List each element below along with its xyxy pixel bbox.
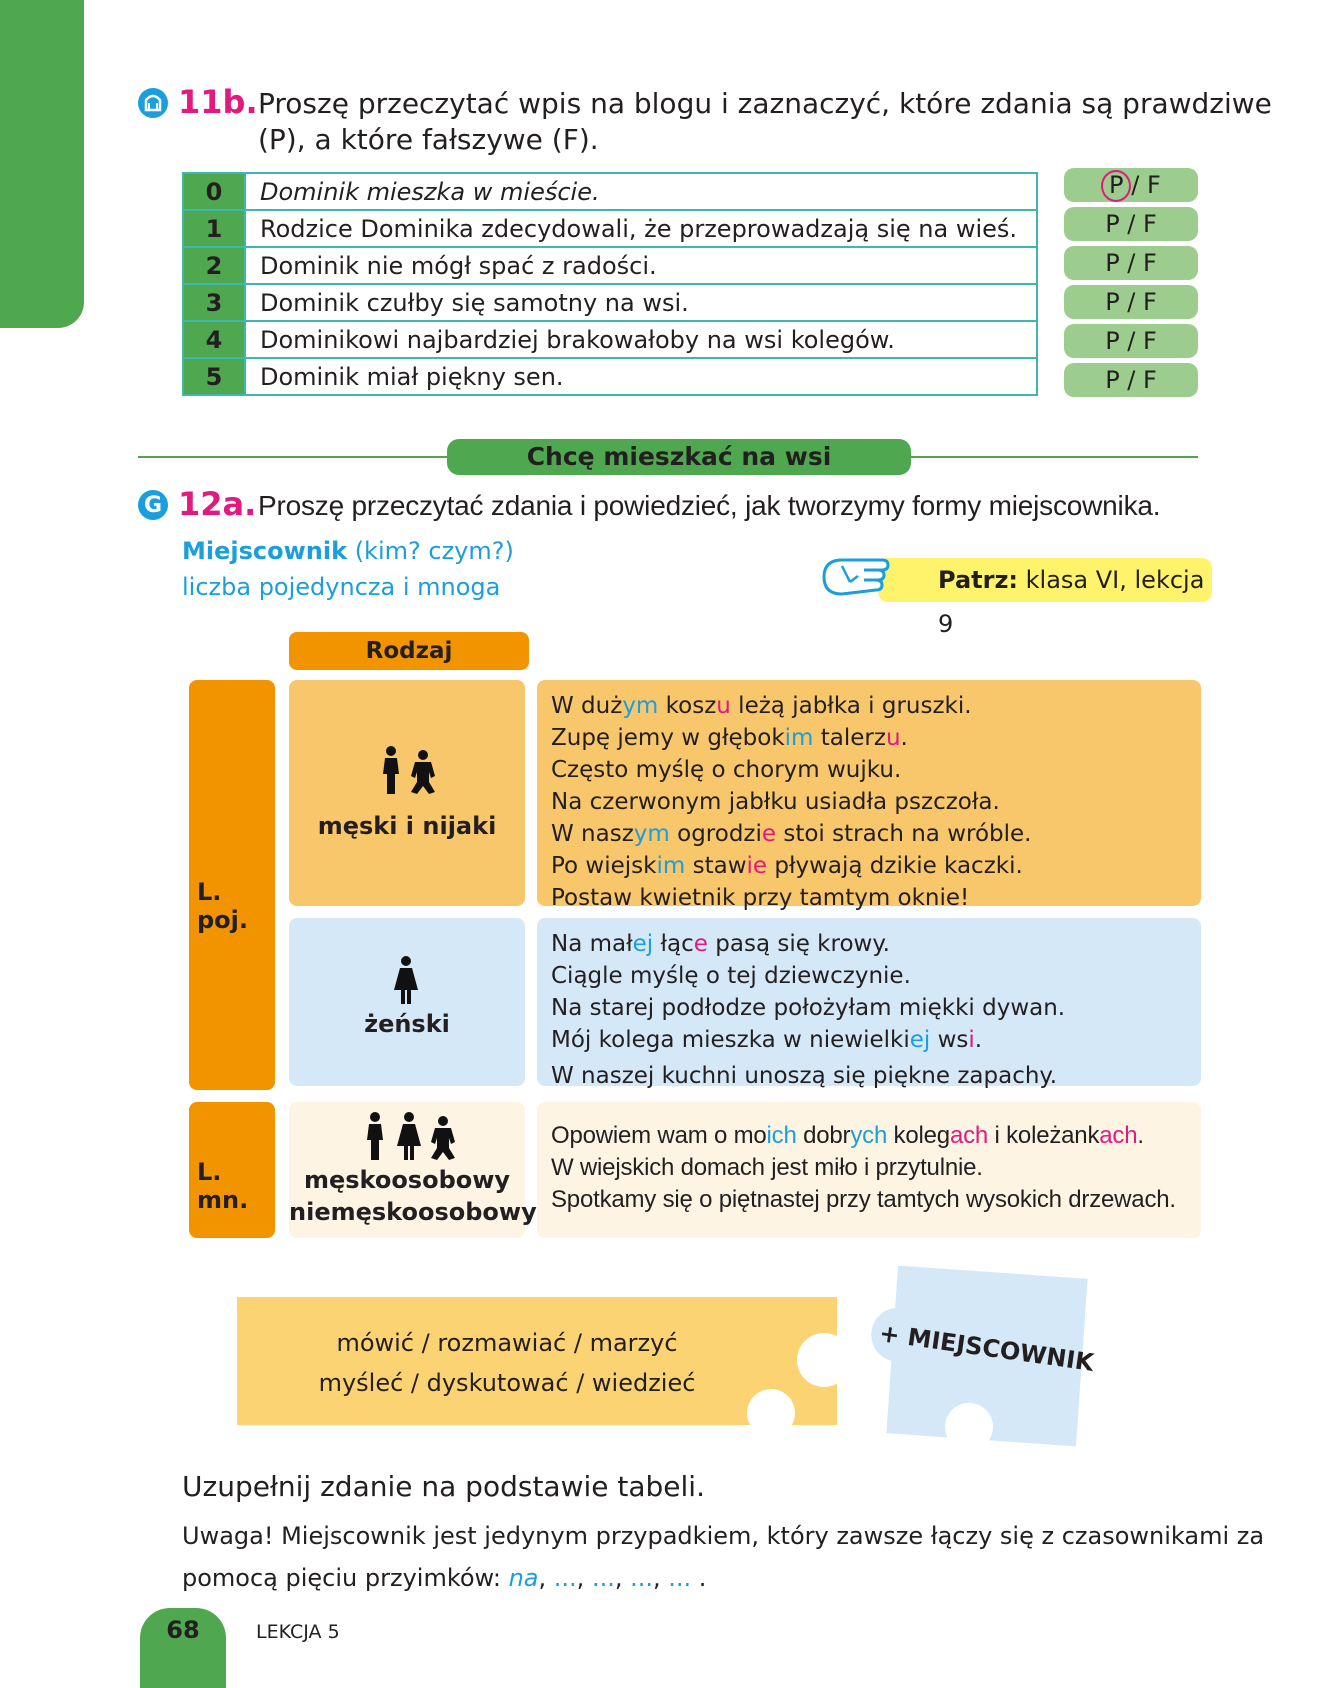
page-number: 68 [140,1608,226,1688]
table-row [183,358,1037,395]
row-number: 0 [183,173,245,210]
exercise-number: 12a. [178,485,257,523]
row-sentence: Dominik nie mógł spać z radości. [245,247,1037,284]
example-sentence: W wiejskich domach jest miło i przytulnie. [551,1154,983,1181]
answer-choice-4[interactable]: P / F [1064,324,1198,358]
example-sentence: Często myślę o chorym wujku. [551,757,902,783]
row-sentence: Dominik czułby się samotny na wsi. [245,284,1037,321]
number-subtitle: liczba pojedyncza i mnoga [182,573,501,601]
given-preposition: na [508,1564,539,1592]
example-sentence: Spotkamy się o piętnastej przy tamtych wysokich drzewach. [551,1186,1176,1213]
verb-puzzle-piece [237,1297,837,1425]
circled-answer: P [1101,170,1131,202]
row-sentence: Dominikowi najbardziej brakowałoby na wsi kolegów. [245,321,1037,358]
row-number: 4 [183,321,245,358]
table-row [183,173,1037,210]
grammar-icon: G [138,490,168,520]
blank[interactable]: ... [630,1564,653,1592]
gender-cell-fem [289,918,525,1086]
example-sentence: Opowiem wam o moich dobrych kolegach i koleżankach. [551,1122,1144,1149]
woman-icon [391,956,421,1010]
gender-label: żeński [364,1010,450,1038]
answer-option: / F [1131,171,1161,199]
case-subtitle [182,537,514,565]
example-sentence: Po wiejskim stawie pływają dzikie kaczki. [551,853,1023,879]
answer-choice-0[interactable] [1064,168,1198,202]
reading-icon [138,88,168,118]
example-sentence: W naszym ogrodzie stoi strach na wróble. [551,821,1032,847]
pointing-hand-icon [820,552,890,602]
row-number: 5 [183,358,245,395]
exercise-instruction: Proszę przeczytać wpis na blogu i zaznaczyć, które zdania są prawdziwe [258,87,1272,120]
row-sentence: Dominik mieszka w mieście. [245,173,1037,210]
exercise-instruction-cont: (P), a które fałszywe (F). [258,123,599,156]
ref-text: klasa VI, lekcja 9 [938,566,1205,638]
task-text-cont: pomocą pięciu przyimków: na, ..., ..., ..., ... . [182,1564,707,1592]
true-false-table [182,172,1038,396]
example-sentence: Ciągle myślę o tej dziewczynie. [551,963,911,989]
example-sentence: W dużym koszu leżą jabłka i gruszki. [551,693,972,719]
example-sentence: Na małej łące pasą się krowy. [551,931,890,957]
table-row [183,321,1037,358]
answer-choice-2[interactable]: P / F [1064,246,1198,280]
plural-label: L. mn. [197,1158,249,1214]
exercise-instruction: Proszę przeczytać zdania i powiedzieć, jak tworzymy formy miejscownika. [258,490,1161,521]
ref-label: Patrz: [938,566,1019,594]
puzzle-notch [747,1389,795,1437]
table-row [183,247,1037,284]
man-child-icon [377,746,441,800]
gender-cell-masc-neut [289,680,525,906]
blank[interactable]: ... [553,1564,577,1592]
task-title: Uzupełnij zdanie na podstawie tabeli. [182,1470,705,1503]
case-question: (kim? czym?) [347,537,514,565]
row-sentence: Rodzice Dominika zdecydowali, że przeprowadzają się na wieś. [245,210,1037,247]
task-text: Uwaga! Miejscownik jest jedynym przypadkiem, który zawsze łączy się z czasownikami za [182,1522,1265,1550]
verb-list-line: myśleć / dyskutować / wiedzieć [318,1369,696,1397]
people-group-icon [361,1112,457,1166]
sentences-plural [537,1102,1201,1238]
answer-choice-3[interactable]: P / F [1064,285,1198,319]
verb-list-line: mówić / rozmawiać / marzyć [336,1329,678,1357]
example-sentence: W naszej kuchni unoszą się piękne zapachy. [551,1063,1058,1089]
puzzle-notch [943,1401,994,1452]
lesson-label: LEKCJA 5 [256,1621,340,1643]
singular-label: L. poj. [197,878,249,934]
gender-label: męski i nijaki [317,812,497,840]
example-sentence: Mój kolega mieszka w niewielkiej wsi. [551,1027,983,1053]
puzzle-notch [797,1333,851,1387]
blank[interactable]: ... [591,1564,615,1592]
row-number: 2 [183,247,245,284]
row-sentence: Dominik miał piękny sen. [245,358,1037,395]
gender-label: niemęskoosobowy [289,1198,537,1226]
gender-label: męskoosobowy [303,1166,511,1194]
example-sentence: Postaw kwietnik przy tamtym oknie! [551,885,970,911]
sentences-masc-neut [537,680,1201,911]
example-sentence: Na starej podłodze położyłam miękki dywan. [551,995,1066,1021]
section-title: Chcę mieszkać na wsi [447,439,911,475]
example-sentence: Zupę jemy w głębokim talerzu. [551,725,908,751]
reference-note [878,558,1212,638]
plural-label-cell [189,1102,275,1238]
row-number: 1 [183,210,245,247]
blank[interactable]: ... [668,1564,692,1592]
case-puzzle-piece [877,1266,1096,1447]
side-tab [0,0,84,328]
case-name: Miejscownik [182,537,348,565]
gender-cell-plural [289,1102,537,1238]
case-label: + MIEJSCOWNIK [877,1319,1096,1377]
table-row [183,210,1037,247]
gender-header: Rodzaj [289,632,529,670]
sentences-fem [537,918,1201,1089]
answer-choice-1[interactable]: P / F [1064,207,1198,241]
table-row [183,284,1037,321]
singular-label-cell [189,680,275,1090]
row-number: 3 [183,284,245,321]
exercise-number: 11b. [178,83,258,121]
example-sentence: Na czerwonym jabłku usiadła pszczoła. [551,789,1000,815]
answer-choice-5[interactable]: P / F [1064,363,1198,397]
